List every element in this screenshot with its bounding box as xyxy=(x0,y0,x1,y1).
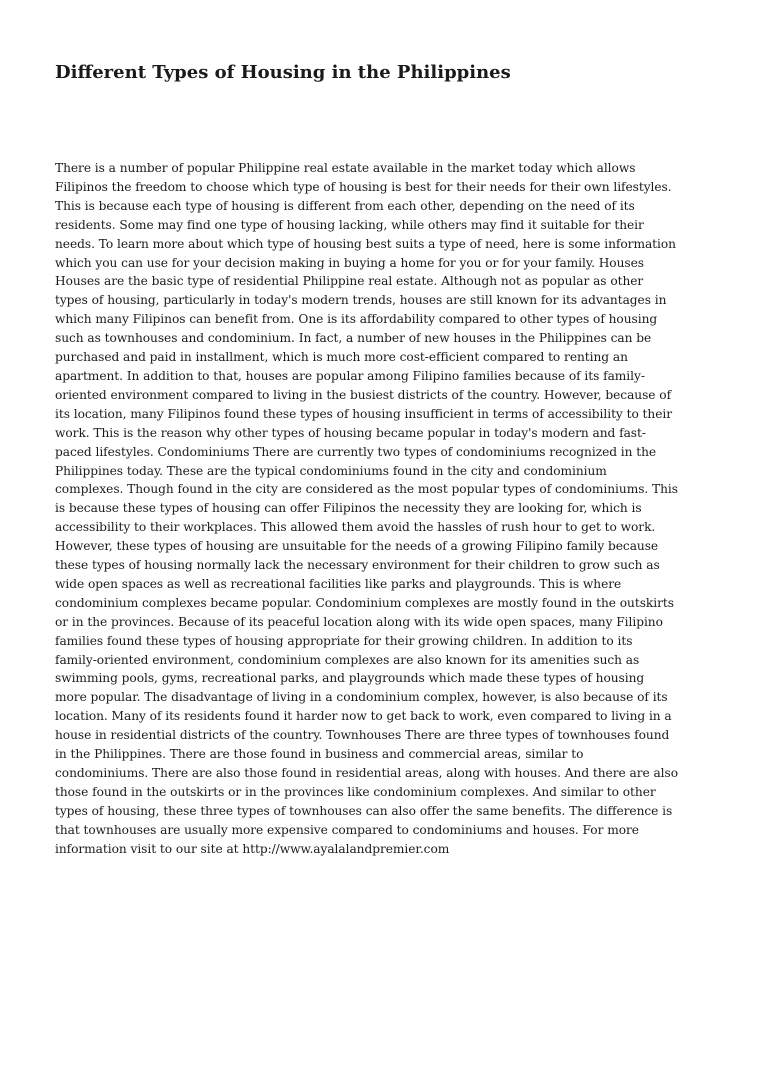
body-text-line: information visit to our site at http://www.ayalalandpremier.com xyxy=(55,841,450,856)
body-text-line: purchased and paid in installment, which is much more cost-efficient compared to renting an xyxy=(55,350,628,365)
body-text-line: types of housing, particularly in today's modern trends, houses are still known for its advantages in xyxy=(55,293,667,308)
body-text-line: which many Filipinos can benefit from. One is its affordability compared to other types of housing xyxy=(55,312,658,327)
body-text-line: work. This is the reason why other types of housing became popular in today's modern and fast- xyxy=(55,425,646,440)
body-text-line: accessibility to their workplaces. This allowed them avoid the hassles of rush hour to get to work. xyxy=(55,520,656,535)
document-body xyxy=(55,159,715,859)
document-title: Different Types of Housing in the Philippines xyxy=(55,62,511,83)
body-text-line: condominium complexes became popular. Condominium complexes are mostly found in the outskirts xyxy=(55,595,674,610)
body-text-line: that townhouses are usually more expensive compared to condominiums and houses. For more xyxy=(55,822,639,837)
body-text-line: paced lifestyles. Condominiums There are currently two types of condominiums recognized in the xyxy=(55,444,657,459)
body-text-line: types of housing, these three types of townhouses can also offer the same benefits. The difference is xyxy=(55,803,673,818)
body-text-line: needs. To learn more about which type of housing best suits a type of need, here is some information xyxy=(55,236,676,251)
body-text-line: or in the provinces. Because of its peaceful location along with its wide open spaces, many Filipino xyxy=(55,614,663,629)
body-text-line: families found these types of housing appropriate for their growing children. In addition to its xyxy=(55,633,633,648)
body-text-line: is because these types of housing can offer Filipinos the necessity they are looking for, which is xyxy=(55,501,642,516)
body-text-line: wide open spaces as well as recreational facilities like parks and playgrounds. This is where xyxy=(55,576,622,591)
body-text-line: swimming pools, gyms, recreational parks, and playgrounds which made these types of housing xyxy=(55,671,645,686)
body-text-line: condominiums. There are also those found in residential areas, along with houses. And there are also xyxy=(55,766,679,780)
body-text-line: location. Many of its residents found it harder now to get back to work, even compared to living in a xyxy=(55,709,672,724)
body-text-line: Houses are the basic type of residential Philippine real estate. Although not as popular as other xyxy=(55,274,644,289)
body-text-line: complexes. Though found in the city are considered as the most popular types of condominiums. This xyxy=(55,482,678,497)
body-text-line: its location, many Filipinos found these types of housing insufficient in terms of accessibility to their xyxy=(55,406,672,421)
body-text-line: Filipinos the freedom to choose which type of housing is best for their needs for their own lifestyles. xyxy=(55,179,672,194)
body-text-line: Philippines today. These are the typical condominiums found in the city and condominium xyxy=(55,463,607,478)
body-text-line: There is a number of popular Philippine real estate available in the market today which allows xyxy=(55,161,636,175)
body-text-line: However, these types of housing are unsuitable for the needs of a growing Filipino family because xyxy=(55,539,659,554)
body-text-line: those found in the outskirts or in the provinces like condominium complexes. And similar to other xyxy=(55,784,656,799)
body-text-line: more popular. The disadvantage of living in a condominium complex, however, is also because of its xyxy=(55,690,668,705)
body-text-line: these types of housing normally lack the necessary environment for their children to grow such as xyxy=(55,558,660,573)
body-text-line: residents. Some may find one type of housing lacking, while others may find it suitable for their xyxy=(55,217,644,232)
body-text-line: oriented environment compared to living in the busiest districts of the country. However, because of xyxy=(55,387,672,402)
body-text-line: in the Philippines. There are those found in business and commercial areas, similar to xyxy=(55,747,584,762)
body-text-line: apartment. In addition to that, houses are popular among Filipino families because of its family- xyxy=(55,368,645,383)
body-text-line: family-oriented environment, condominium complexes are also known for its amenities such as xyxy=(55,652,640,667)
body-text-line: This is because each type of housing is different from each other, depending on the need of its xyxy=(55,198,635,213)
body-text-line: house in residential districts of the country. Townhouses There are three types of townhouses found xyxy=(55,728,670,743)
body-text-line: such as townhouses and condominium. In fact, a number of new houses in the Philippines can be xyxy=(55,331,652,346)
body-text-line: which you can use for your decision making in buying a home for you or for your family. Houses xyxy=(55,255,644,270)
